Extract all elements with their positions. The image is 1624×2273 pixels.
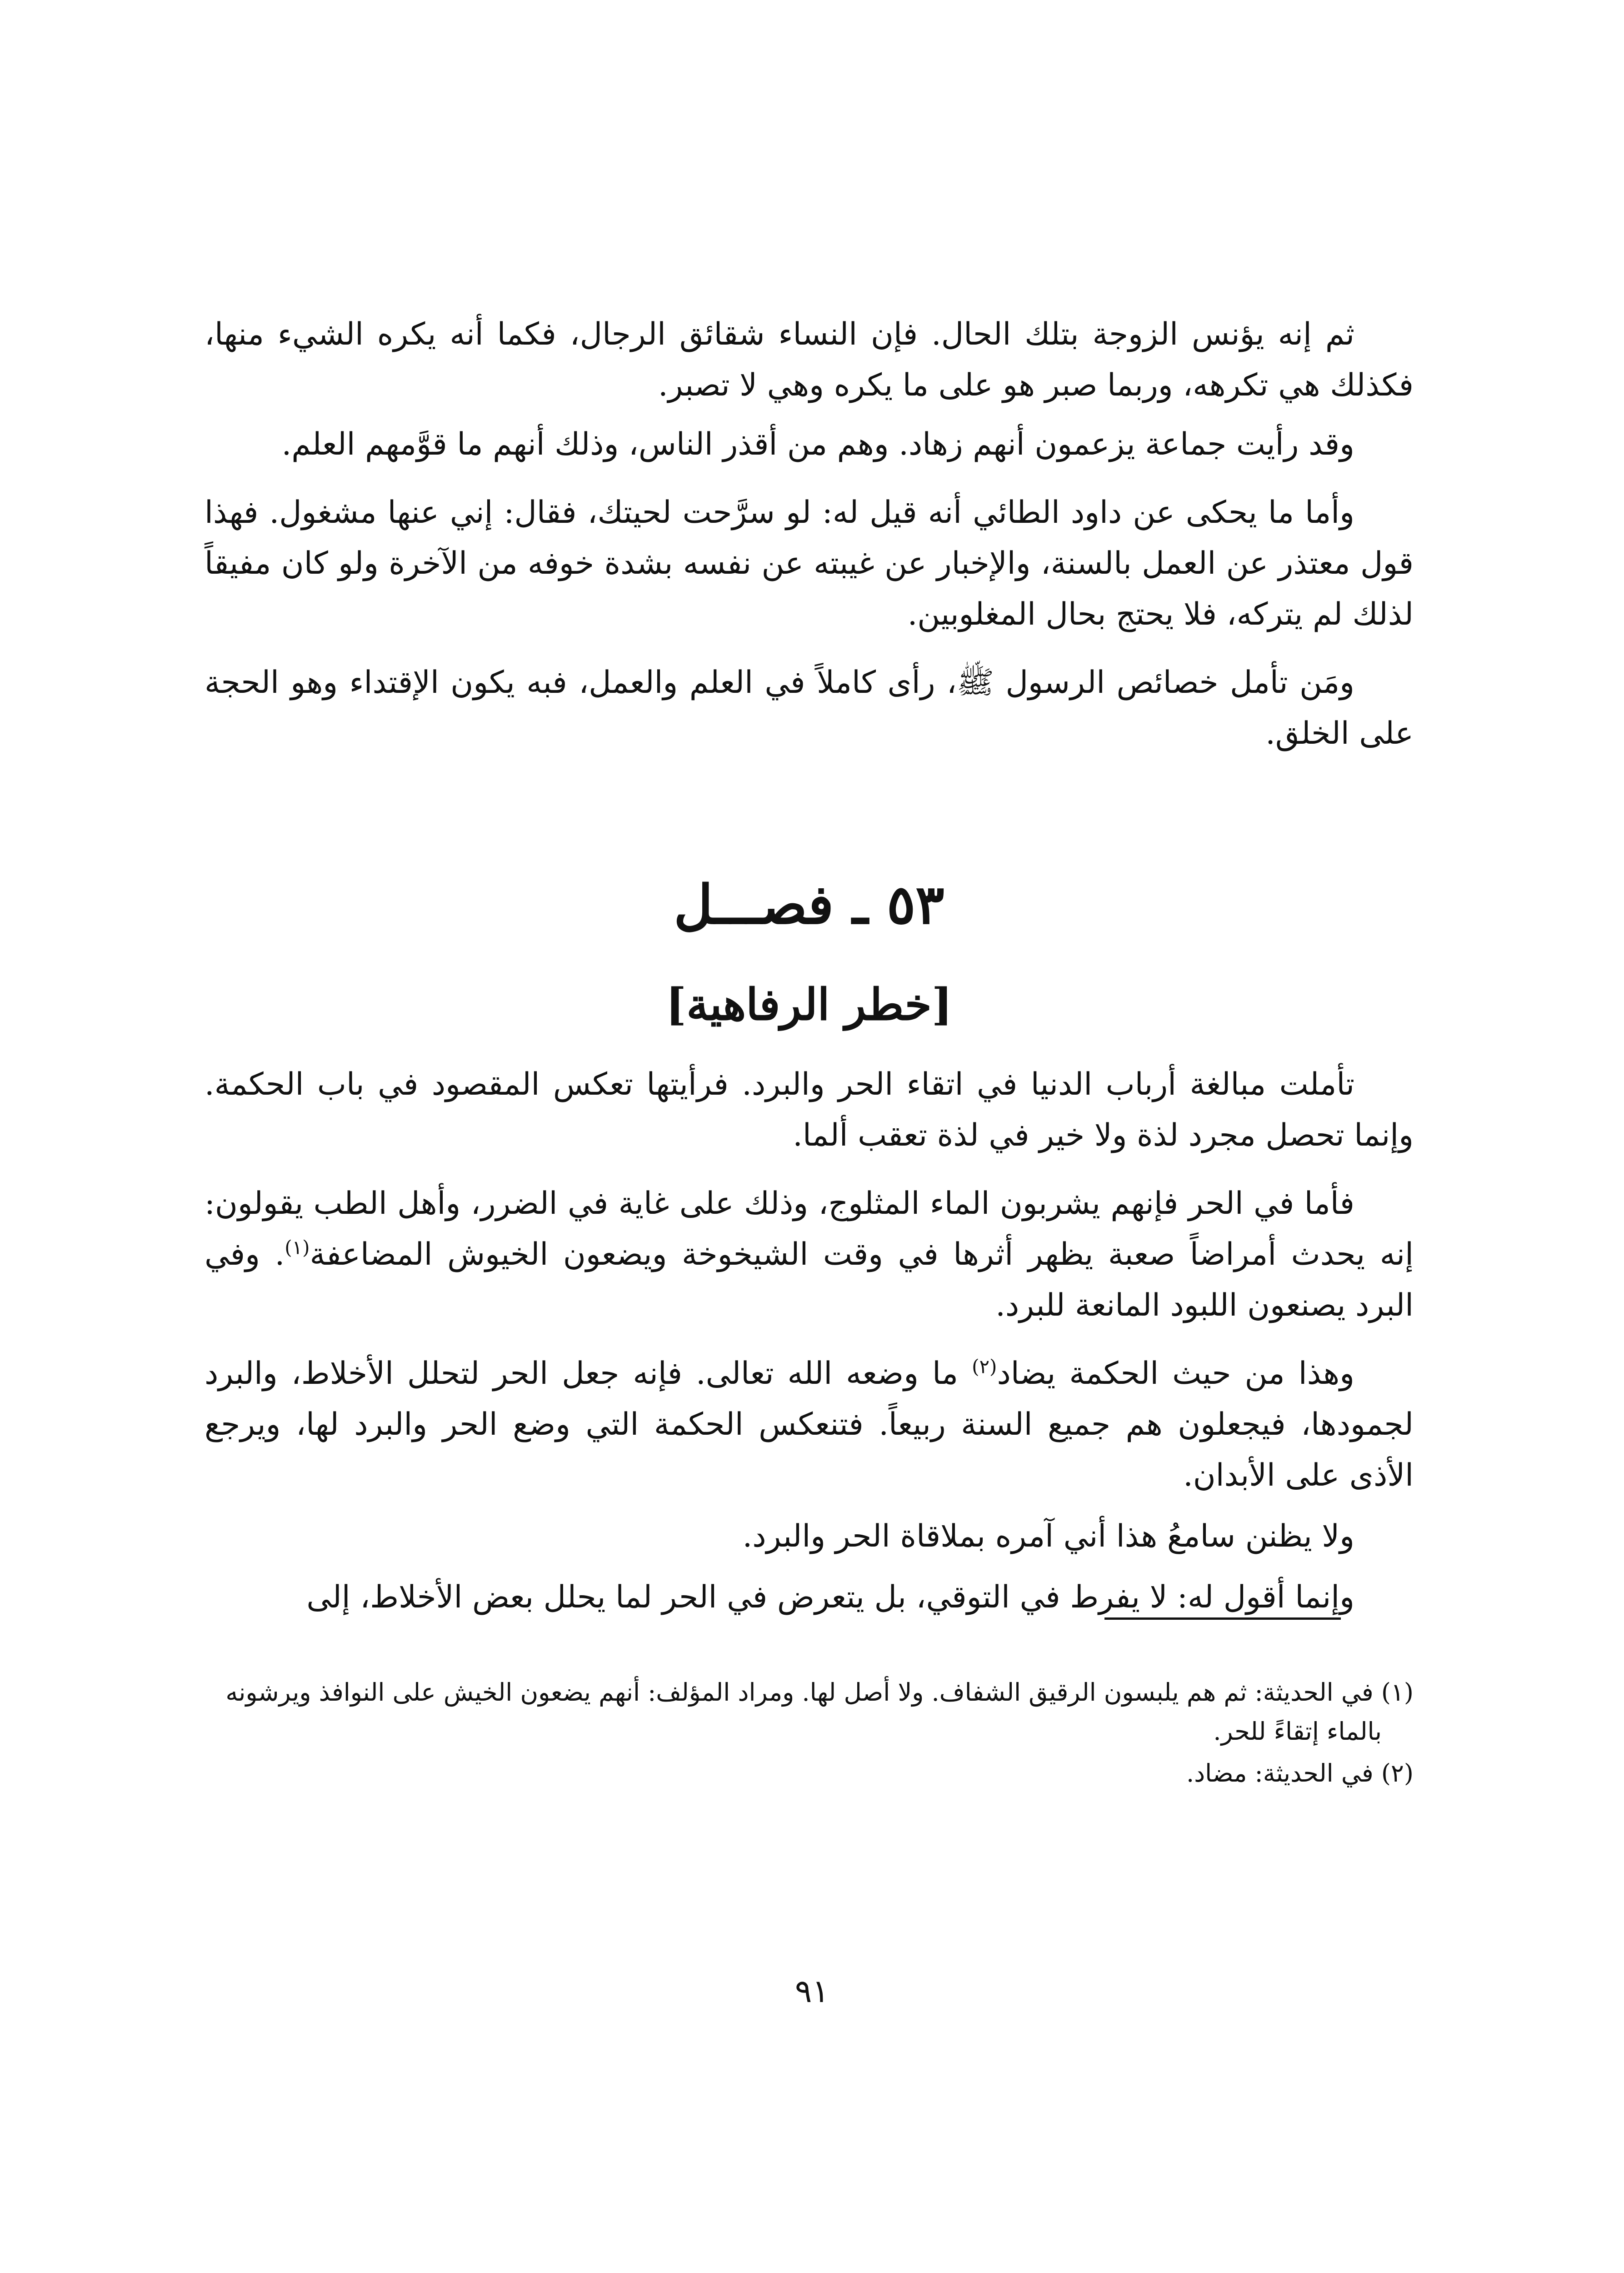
- footnote-2: (٢) في الحديثة: مضاد.: [1186, 1759, 1414, 1787]
- paragraph-dawud-altai: وأما ما يحكى عن داود الطائي أنه قيل له: لو سرَّحت لحيتك، فقال: إني عنها مشغول. فهذا قول معتذر عن العمل بالسنة، والإخبار عن غيبته عن نفسه بشدة خوفه من الآخرة ولو كان مفيقاً لذلك لم يتركه، فلا يحتج بحال المغلوبين.: [205, 495, 1414, 632]
- paragraph-cold-water: [205, 1178, 1414, 1331]
- section-text: [205, 1059, 1414, 1623]
- footnote-1: (١) في الحديثة: ثم هم يلبسون الرقيق الشفاف. ولا أصل لها. ومراد المؤلف: أنهم يضعون الخيش على النوافذ ويرشونه بالماء إتقاءً للحر.: [225, 1678, 1414, 1746]
- paragraph-wife-intimacy: ثم إنه يؤنس الزوجة بتلك الحال. فإن النساء شقائق الرجال، فكما أنه يكره الشيء منها، فكذلك هي تكرهه، وربما صبر هو على ما يكره وهي لا تصبر.: [205, 316, 1414, 403]
- paragraph-cold-water-end: . وفي البرد يصنعون اللبود المانعة للبرد.: [205, 1237, 1414, 1323]
- page-number: ٩١: [795, 1973, 829, 2010]
- top-text-section: [205, 309, 1414, 759]
- footnote-ref-1: (١): [285, 1236, 310, 1259]
- paragraph-cold-water-text: فأما في الحر فإنهم يشربون الماء المثلوج، وذلك على غاية في الضرر، وأهل الطب يقولون: إنه يحدث أمراضاً صعبة يظهر أثرها في وقت الشيخوخة ويضعون الخيوش المضاعفة: [205, 1186, 1414, 1272]
- section-number-heading: ٥٣ ـ فصـــل: [674, 873, 944, 936]
- paragraph-wisdom-contrary: [205, 1348, 1414, 1501]
- paragraph-advice: وإنما أقول له: لا يفرط في التوقي، بل يتعرض في الحر لما يحلل بعض الأخلاط، إلى: [306, 1579, 1354, 1615]
- section-subtitle-heading: [خطر الرفاهية]: [665, 979, 953, 1030]
- paragraph-prophet-example: ومَن تأمل خصائص الرسول ﷺ، رأى كاملاً في العلم والعمل، فبه يكون الإقتداء وهو الحجة على الخلق.: [205, 665, 1414, 751]
- paragraph-luxury-heat-cold: تأملت مبالغة أرباب الدنيا في اتقاء الحر والبرد. فرأيتها تعكس المقصود في باب الحكمة. وإنما تحصل مجرد لذة ولا خير في لذة تعقب ألما.: [205, 1066, 1414, 1153]
- paragraph-ascetics: وقد رأيت جماعة يزعمون أنهم زهاد. وهم من أقذر الناس، وذلك أنهم ما قوَّمهم العلم.: [281, 426, 1354, 462]
- footnote-ref-2: (٢): [972, 1355, 997, 1378]
- footnote-divider: [1104, 1617, 1341, 1620]
- paragraph-wisdom-end: ما وضعه الله تعالى. فإنه جعل الحر لتحلل الأخلاط، والبرد لجمودها، فيجعلون هم جميع السنة ربيعاً. فتنعكس الحكمة التي وضع الحر والبرد لها، ويرجع الأذى على الأبدان.: [205, 1356, 1414, 1493]
- footnotes-section: [205, 1673, 1414, 1796]
- paragraph-wisdom-text: وهذا من حيث الحكمة يضاد: [997, 1356, 1354, 1392]
- paragraph-clarification: ولا يظنن سامعُ هذا أني آمره بملاقاة الحر والبرد.: [742, 1518, 1354, 1554]
